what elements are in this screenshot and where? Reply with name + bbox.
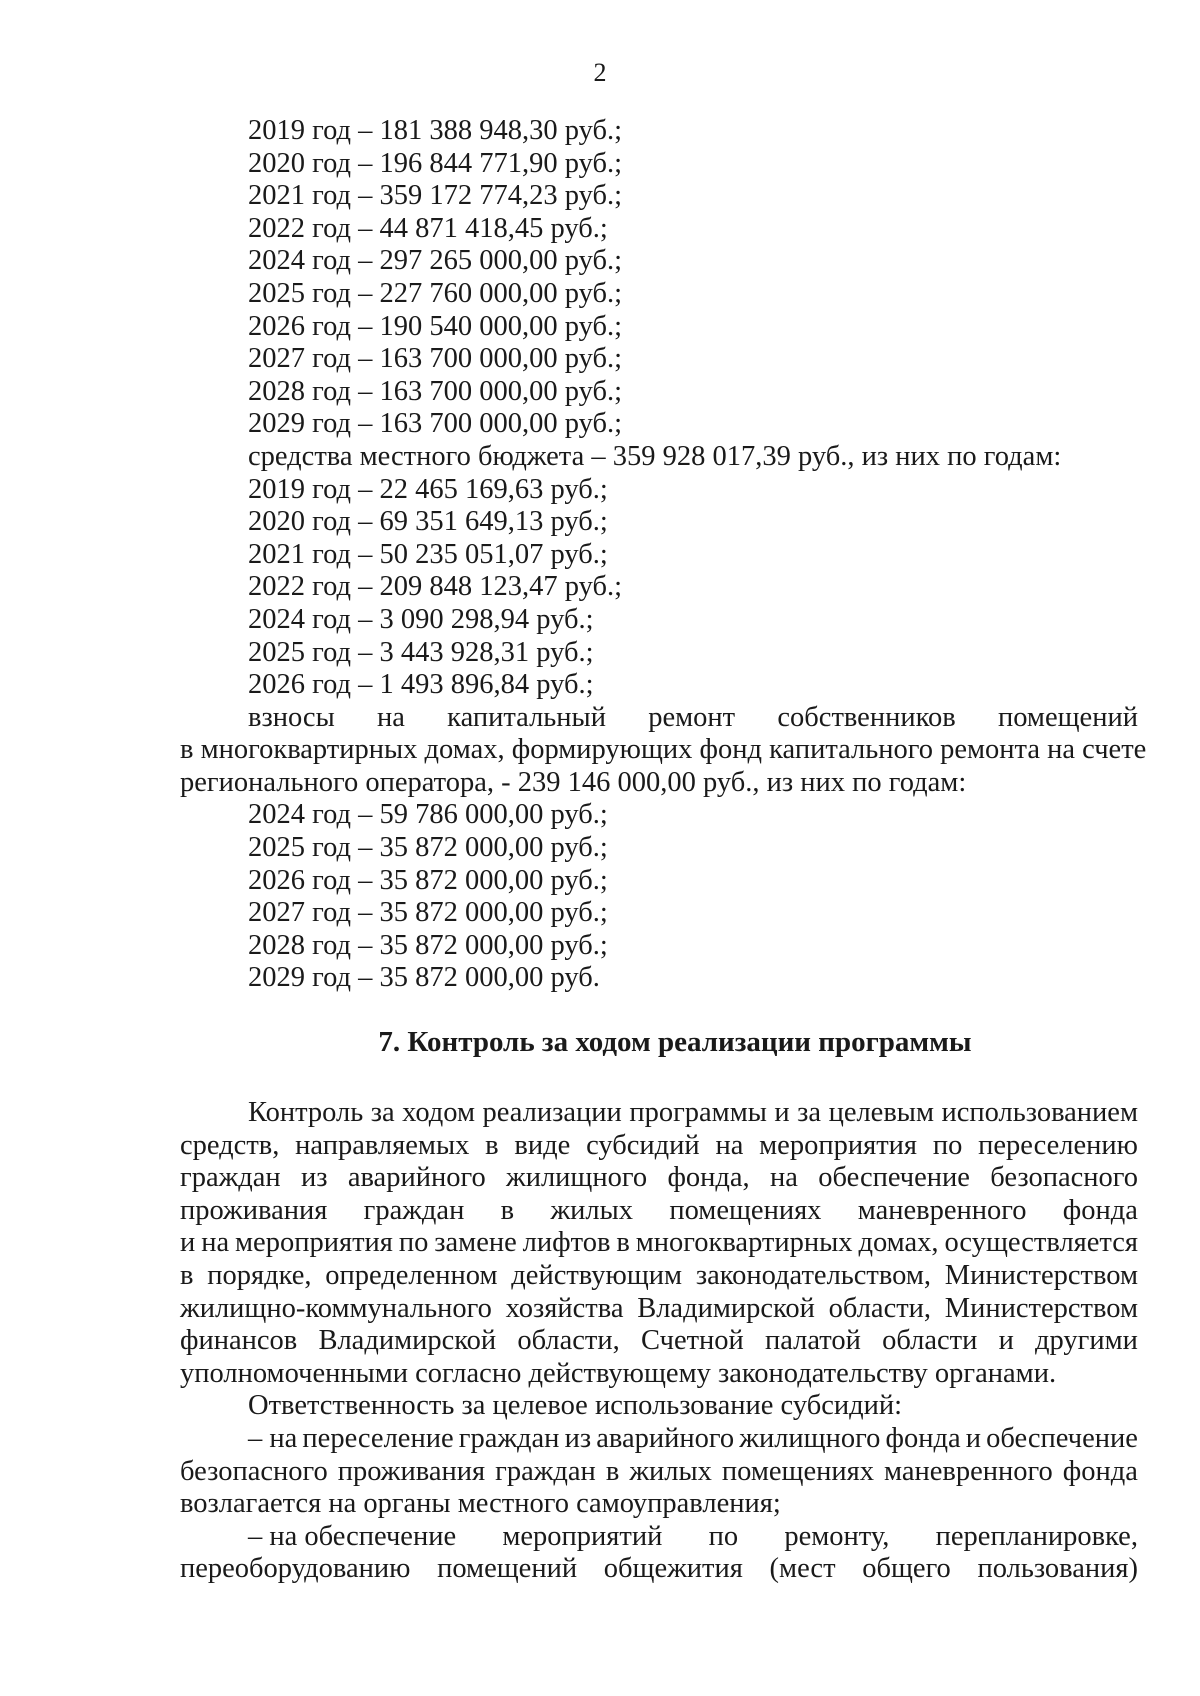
word: проживания (337, 1455, 486, 1487)
word: на (770, 1162, 798, 1194)
word: Контроль (248, 1097, 364, 1129)
responsibility-intro: Ответственность за целевое использование субсидий: (248, 1390, 903, 1422)
word: помещений (437, 1553, 578, 1585)
word: хозяйства (505, 1292, 624, 1324)
word: обеспечение (818, 1162, 970, 1194)
word: Владимирской (318, 1325, 497, 1357)
list-item: 2021 год – 359 172 774,23 руб.; (248, 180, 623, 212)
word: по (932, 1129, 963, 1161)
word: в (500, 1194, 515, 1226)
word: проживания (180, 1194, 328, 1226)
list-item: 2022 год – 44 871 418,45 руб.; (248, 212, 608, 244)
word: осуществляется (944, 1227, 1138, 1259)
word: по (398, 1227, 429, 1259)
word: Министерством (944, 1260, 1138, 1291)
word: пользования) (977, 1553, 1138, 1585)
word: капитальный (447, 701, 606, 733)
word: за (797, 1097, 822, 1129)
list-item: 2026 год – 190 540 000,00 руб.; (248, 310, 623, 342)
list-item: 2024 год – 59 786 000,00 руб.; (248, 799, 608, 831)
word: мероприятий (502, 1520, 663, 1552)
word: и (965, 1422, 982, 1454)
list-item: 2019 год – 22 465 169,63 руб.; (248, 473, 608, 505)
list-item: 2025 год – 35 872 000,00 руб.; (248, 832, 608, 864)
responsibility-item-1 (180, 1423, 1140, 1521)
word: действующим (511, 1260, 683, 1291)
word: палатой (765, 1325, 861, 1357)
word: порядке, (207, 1260, 312, 1291)
list-item: 2027 год – 163 700 000,00 руб.; (248, 343, 623, 375)
word: граждан (458, 1422, 560, 1454)
document-body (180, 115, 1147, 1586)
list-item: 2022 год – 209 848 123,47 руб.; (248, 571, 623, 603)
paragraph-line (180, 1130, 1140, 1163)
paragraph-line (180, 1195, 1140, 1228)
word: жилищно-коммунального (180, 1292, 492, 1324)
word: общего (862, 1553, 951, 1585)
word: помещениях (669, 1194, 822, 1226)
word: в (180, 1260, 194, 1291)
word: фонда, (667, 1162, 750, 1194)
contrib-years-list (180, 799, 1140, 995)
word: программы (629, 1097, 767, 1129)
list-item: 2020 год – 69 351 649,13 руб.; (248, 506, 608, 538)
word: жилых (629, 1455, 712, 1487)
word: аварийного (347, 1162, 486, 1194)
word: Министерством (944, 1292, 1138, 1324)
contrib-line-3: регионального оператора, - 239 146 000,00 руб., из них по годам: (180, 766, 967, 798)
word: за (370, 1097, 395, 1129)
list-item: 2027 год – 35 872 000,00 руб.; (248, 897, 608, 929)
paragraph-line (180, 1162, 1140, 1195)
word: замене (434, 1227, 517, 1259)
word: на (715, 1129, 744, 1161)
word: области, (828, 1292, 932, 1324)
word: лифтов (522, 1227, 611, 1259)
word: мероприятия (235, 1227, 393, 1259)
word: по (708, 1520, 739, 1552)
word: в (616, 1227, 630, 1259)
word: направляемых (295, 1129, 470, 1161)
section-heading: 7. Контроль за ходом реализации программы (378, 1026, 972, 1059)
word: ходом (402, 1097, 476, 1129)
word: аварийного (596, 1422, 735, 1454)
local-budget-intro: средства местного бюджета – 359 928 017,39 руб., из них по годам: (248, 440, 1062, 472)
word: реализации (482, 1097, 622, 1129)
contrib-line-1 (180, 702, 1140, 735)
word: на (377, 701, 405, 733)
word: переселение (302, 1422, 454, 1454)
paragraph-line (180, 1293, 1140, 1326)
word: граждан (180, 1162, 281, 1194)
list-item: 2024 год – 3 090 298,94 руб.; (248, 603, 594, 635)
word: многоквартирных (635, 1227, 853, 1259)
page-number: 2 (593, 58, 607, 87)
word: определенном (325, 1260, 498, 1291)
word: на (201, 1227, 230, 1259)
list-item: 2029 год – 35 872 000,00 руб. (248, 962, 600, 994)
word: области, (517, 1325, 620, 1357)
list-item: 2028 год – 163 700 000,00 руб.; (248, 375, 623, 407)
word: жилищного (739, 1422, 881, 1454)
paragraph-line (180, 1456, 1140, 1489)
word: перепланировке, (935, 1520, 1138, 1552)
word: средств, (180, 1129, 280, 1161)
word: виде (514, 1129, 571, 1161)
word: из (301, 1162, 328, 1194)
list-item: 2025 год – 3 443 928,31 руб.; (248, 636, 594, 668)
paragraph-line (180, 1423, 1140, 1456)
word: области (882, 1325, 978, 1357)
word: законодательством, (695, 1260, 932, 1291)
word: помещениях (721, 1455, 875, 1487)
list-item: 2026 год – 1 493 896,84 руб.; (248, 669, 594, 701)
word: целевым (828, 1097, 934, 1129)
word: и (774, 1097, 790, 1129)
word: переоборудованию (180, 1553, 411, 1585)
list-item: 2021 год – 50 235 051,07 руб.; (248, 538, 608, 570)
paragraph-line (180, 1097, 1140, 1130)
list-item: 2026 год – 35 872 000,00 руб.; (248, 864, 608, 896)
list-item: 2024 год – 297 265 000,00 руб.; (248, 245, 623, 277)
word: финансов (180, 1325, 298, 1357)
word: мероприятия (759, 1129, 918, 1161)
word: в (485, 1129, 499, 1161)
paragraph-line (180, 1521, 1140, 1554)
word: фонда (1062, 1194, 1138, 1226)
paragraph-line (180, 1260, 1140, 1293)
word: Счетной (640, 1325, 744, 1357)
word: фонда (885, 1422, 961, 1454)
list-item: 2029 год – 163 700 000,00 руб.; (248, 408, 623, 440)
word: помещений (997, 701, 1138, 733)
word: жилищного (506, 1162, 648, 1194)
word: (мест (769, 1553, 836, 1585)
word: и (180, 1227, 196, 1259)
word: граждан (495, 1455, 596, 1487)
word: – на (248, 1422, 298, 1454)
word: граждан (363, 1194, 465, 1226)
word: – на обеспечение (248, 1520, 457, 1552)
list-item: 2028 год – 35 872 000,00 руб.; (248, 929, 608, 961)
word: ремонт (648, 701, 736, 733)
contrib-line-2: в многоквартирных домах, формирующих фонд капитального ремонта на счете (180, 734, 1147, 766)
word: субсидий (586, 1129, 700, 1161)
responsibility-item-2 (180, 1521, 1140, 1586)
word: другими (1035, 1325, 1138, 1357)
regional-years-list (180, 115, 1140, 441)
word: использованием (941, 1097, 1138, 1129)
word: ремонту, (784, 1520, 890, 1552)
word: маневренного (857, 1194, 1027, 1226)
word: безопасного (180, 1455, 328, 1487)
list-item: 2020 год – 196 844 771,90 руб.; (248, 147, 623, 179)
word: и (998, 1325, 1014, 1357)
paragraph-line: возлагается на органы местного самоуправления; (180, 1488, 781, 1520)
word: маневренного (884, 1455, 1053, 1487)
word: переселению (978, 1129, 1138, 1161)
word: обеспечение (986, 1422, 1138, 1454)
paragraph-line (180, 1227, 1140, 1260)
word: из (564, 1422, 592, 1454)
word: безопасного (990, 1162, 1138, 1194)
control-paragraph (180, 1097, 1140, 1390)
word: в (605, 1455, 620, 1487)
list-item: 2019 год – 181 388 948,30 руб.; (248, 115, 623, 146)
list-item: 2025 год – 227 760 000,00 руб.; (248, 277, 623, 309)
word: Владимирской (637, 1292, 815, 1324)
word: собственников (777, 701, 956, 733)
word: жилых (550, 1194, 634, 1226)
paragraph-line (180, 1553, 1140, 1586)
paragraph-line (180, 1325, 1140, 1358)
local-years-list (180, 474, 1140, 702)
word: домах, (858, 1227, 939, 1259)
word: общежития (603, 1553, 743, 1585)
word: взносы (248, 701, 335, 733)
paragraph-line: уполномоченными согласно действующему законодательству органами. (180, 1357, 1057, 1389)
word: фонда (1062, 1455, 1138, 1487)
